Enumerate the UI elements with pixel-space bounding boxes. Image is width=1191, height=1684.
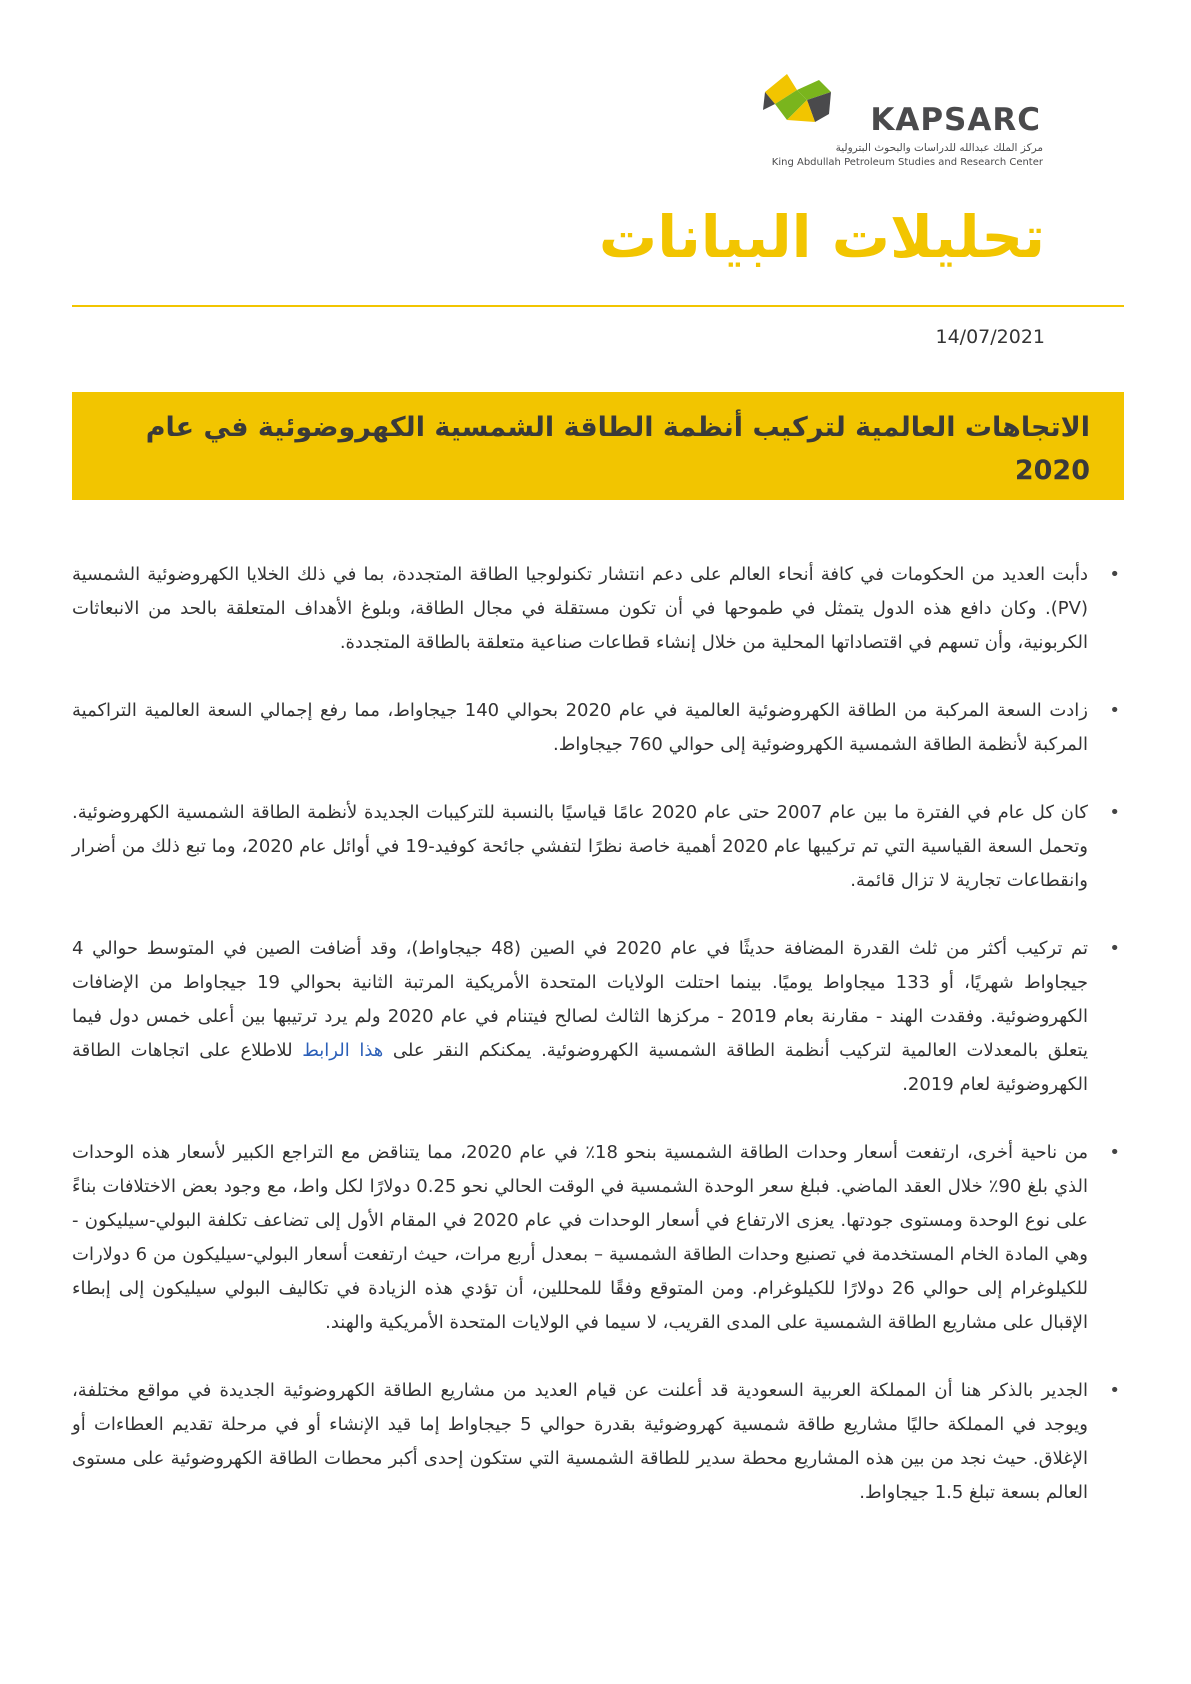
bullet-icon: • xyxy=(1109,564,1120,585)
paragraph-text-before-link: تم تركيب أكثر من ثلث القدرة المضافة حديثًا في عام 2020 في الصين (48 جيجاواط)، وقد أضافت الصين في المتوسط حوالي 4 جيجاواط شهريًا، أو 133 ميجاواط يوميًا. بينما احتلت الولايات المتحدة الأمريكية المرتبة الثانية بحوالي 19 جيجاواط من الإضافات الكهروضوئية. وفقدت الهند - مقارنة بعام 2019 - مركزها الثالث لصالح فيتنام في عام 2020 ولم يرد ترتيبها بين أعلى خمس دول فيما يتعلق بالمعدلات العالمية لتركيب أنظمة الطاقة الشمسية الكهروضوئية. يمكنكم النقر على xyxy=(72,938,1089,1061)
list-item xyxy=(72,1374,1124,1510)
bullet-icon: • xyxy=(1109,938,1120,959)
paragraph-text: من ناحية أخرى، ارتفعت أسعار وحدات الطاقة الشمسية بنحو 18٪ في عام 2020، مما يتناقض مع التراجع الكبير لأسعار هذه الوحدات الذي بلغ 90٪ خلال العقد الماضي. فبلغ سعر الوحدة الشمسية في الوقت الحالي نحو 0.25 دولارًا لكل واط، مع وجود بعض الاختلافات بناءً على نوع الوحدة ومستوى جودتها. يعزى الارتفاع في أسعار الوحدات في عام 2020 في المقام الأول إلى تضاعف تكلفة البولي-سيليكون - وهي المادة الخام المستخدمة في تصنيع وحدات الطاقة الشمسية – بمعدل أربع مرات، حيث ارتفعت أسعار البولي-سيليكون من 6 دولارات للكيلوغرام إلى حوالي 26 دولارًا للكيلوغرام. ومن المتوقع وفقًا للمحللين، أن تؤدي هذه الزيادة في تكاليف البولي سيليكون إلى إبطاء الإقبال على مشاريع الطاقة الشمسية على المدى القريب، لا سيما في الولايات المتحدة الأمريكية والهند. xyxy=(72,1142,1089,1333)
headline-banner xyxy=(72,392,1124,500)
page-title: تحليلات البيانات xyxy=(598,203,1045,271)
bullet-icon: • xyxy=(1109,700,1120,721)
paragraph-text xyxy=(72,938,1088,1095)
pv-trends-2019-link[interactable]: هذا الرابط xyxy=(302,1040,384,1061)
logo-arabic-name: مركز الملك عبدالله للدراسات والبحوث البترولية xyxy=(835,142,1043,154)
kapsarc-emblem-icon xyxy=(757,70,843,130)
bullet-icon: • xyxy=(1109,1380,1120,1401)
paragraph-text: الجدير بالذكر هنا أن المملكة العربية السعودية قد أعلنت عن قيام العديد من مشاريع الطاقة الكهروضوئية الجديدة في مواقع مختلفة، ويوجد في المملكة حاليًا مشاريع طاقة شمسية كهروضوئية بقدرة حوالي 5 جيجاواط إما قيد الإنشاء أو في مرحلة تقديم العطاءات أو الإغلاق. حيث نجد من بين هذه المشاريع محطة سدير للطاقة الشمسية التي ستكون إحدى أكبر محطات الطاقة الكهروضوئية على مستوى العالم بسعة تبلغ 1.5 جيجاواط. xyxy=(72,1380,1088,1503)
banner-title: الاتجاهات العالمية لتركيب أنظمة الطاقة الشمسية الكهروضوئية في عام 2020 xyxy=(145,412,1090,486)
logo-english-name: King Abdullah Petroleum Studies and Research Center xyxy=(771,157,1043,168)
list-item xyxy=(72,694,1124,762)
list-item xyxy=(72,558,1124,660)
bullet-icon: • xyxy=(1109,1142,1120,1163)
publication-date: 14/07/2021 xyxy=(935,326,1045,348)
paragraph-text: زادت السعة المركبة من الطاقة الكهروضوئية العالمية في عام 2020 بحوالي 140 جيجاواط، مما رفع إجمالي السعة العالمية التراكمية المركبة لأنظمة الطاقة الشمسية الكهروضوئية إلى حوالي 760 جيجاواط. xyxy=(72,700,1088,755)
logo-wordmark: KAPSARC xyxy=(870,102,1041,138)
kapsarc-logo xyxy=(745,66,1045,176)
list-item xyxy=(72,1136,1124,1340)
paragraph-text-after-link: للاطلاع على اتجاهات الطاقة الكهروضوئية لعام 2019. xyxy=(72,1040,1088,1095)
paragraph-text: دأبت العديد من الحكومات في كافة أنحاء العالم على دعم انتشار تكنولوجيا الطاقة المتجددة، بما في ذلك الخلايا الكهروضوئية الشمسية (PV). وكان دافع هذه الدول يتمثل في طموحها في أن تكون مستقلة في مجال الطاقة، وبلوغ الأهداف المتعلقة بالحد من الانبعاثات الكربونية، وأن تسهم في اقتصاداتها المحلية من خلال إنشاء قطاعات صناعية متعلقة بالطاقة المتجددة. xyxy=(72,564,1088,653)
body-bullet-list xyxy=(72,558,1124,1544)
list-item xyxy=(72,796,1124,898)
bullet-icon: • xyxy=(1109,802,1120,823)
list-item xyxy=(72,932,1124,1102)
title-divider xyxy=(72,305,1124,307)
paragraph-text: كان كل عام في الفترة ما بين عام 2007 حتى عام 2020 عامًا قياسيًا بالنسبة للتركيبات الجديدة لأنظمة الطاقة الشمسية الكهروضوئية. وتحمل السعة القياسية التي تم تركيبها عام 2020 أهمية خاصة نظرًا لتفشي جائحة كوفيد-19 في أوائل عام 2020، وما تبع ذلك من أضرار وانقطاعات تجارية لا تزال قائمة. xyxy=(72,802,1089,891)
